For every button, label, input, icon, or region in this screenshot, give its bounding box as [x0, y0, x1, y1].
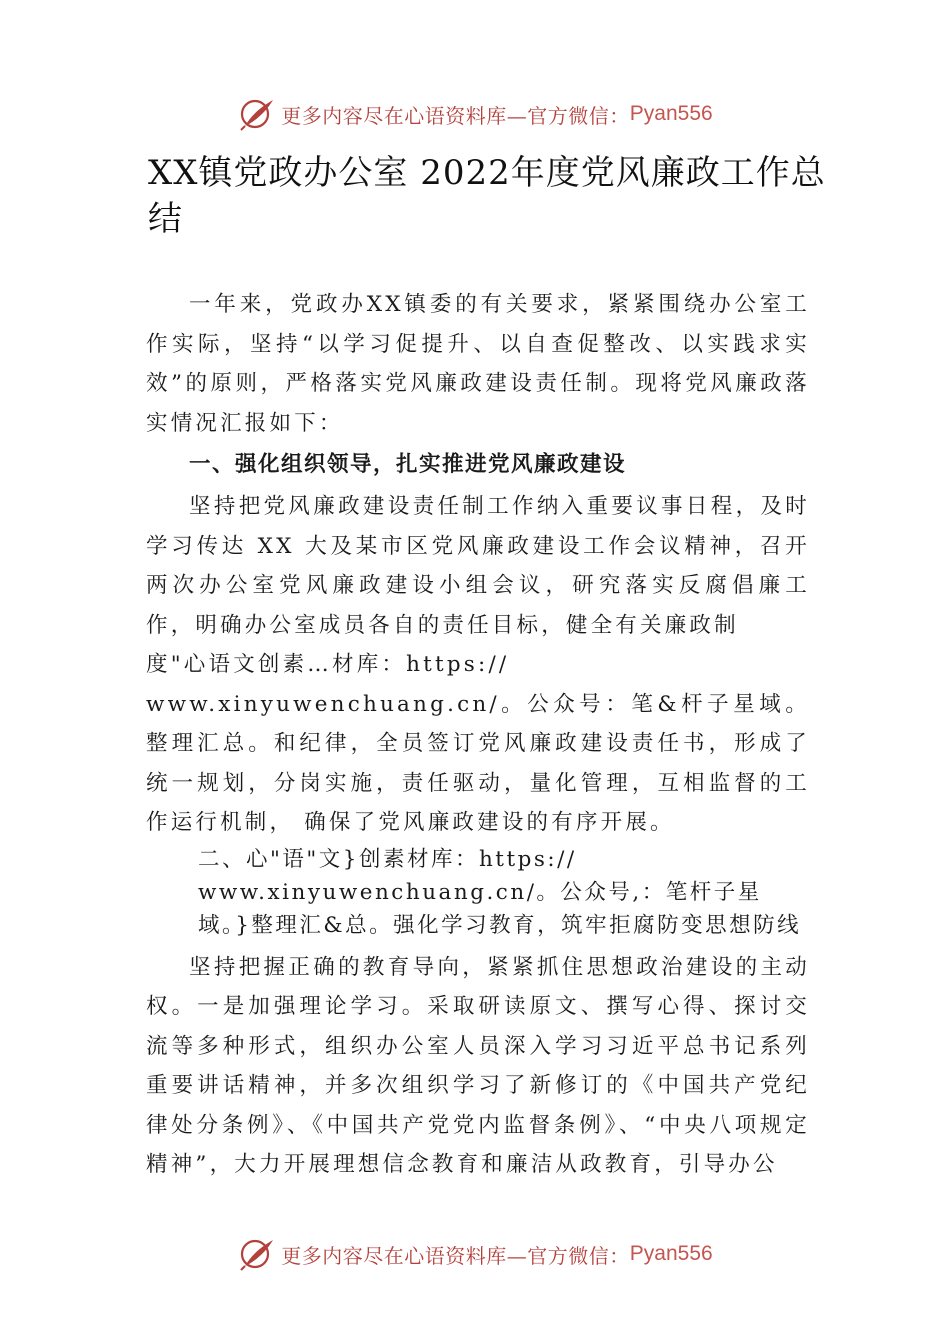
section1-paragraph-c: www.xinyuwenchuang.cn/。公众号：笔&杆子星域。整理汇总。和纪律，全员签订党风廉政建设责任书，形成了统一规划，分岗实施，责任驱动，量化管理，互相监督的工作运行机制， 确保了党风廉政建设的有序开展。 [146, 691, 810, 835]
document-body [146, 285, 810, 1185]
document-title: XX镇党政办公室 2022年度党风廉政工作总结 [148, 153, 826, 239]
section2-paragraph: 坚持把握正确的教育导向，紧紧抓住思想政治建设的主动权。一是加强理论学习。采取研读原文、撰写心得、探讨交流等多种形式，组织办公室人员深入学习习近平总书记系列重要讲话精神，并多次组织学习了新修订的《中国共产党纪律处分条例》、《中国共产党党内监督条例》、“中央八项规定精神”，大力开展理想信念教育和廉洁从政教育，引导办公 [146, 954, 810, 1177]
footer-banner [0, 1234, 950, 1274]
section1-paragraph-b: 度"心语文创素…材库：https:// [146, 652, 510, 677]
section2-heading-a: 二、心"语"文}创素材库：https:// [198, 846, 577, 872]
intro-paragraph: 一年来，党政办XX镇委的有关要求，紧紧围绕办公室工作实际，坚持“以学习促提升、以自查促整改、以实践求实效”的原则，严格落实党风廉政建设责任制。现将党风廉政落实情况汇报如下： [146, 292, 810, 436]
quill-pen-icon [237, 1236, 277, 1272]
section1-paragraph-a: 坚持把党风廉政建设责任制工作纳入重要议事日程，及时学习传达 XX 大及某市区党风廉政建设工作会议精神，召开两次办公室党风廉政建设小组会议，研究落实反腐倡廉工作，明确办公室成员各自的责任目标，健全有关廉政制 [146, 494, 810, 638]
header-banner [0, 94, 950, 134]
quill-pen-icon [237, 96, 277, 132]
section1-heading: 一、强化组织领导，扎实推进党风廉政建设 [189, 452, 627, 477]
wechat-id: Pyan556 [629, 1242, 713, 1265]
banner-text: 更多内容尽在心语资料库—官方微信： [281, 1243, 630, 1268]
section2-heading-b: www.xinyuwenchuang.cn/。公众号,：笔杆子星域。}整理汇&总。强化学习教育，筑牢拒腐防变思想防线 [198, 879, 802, 938]
wechat-id: Pyan556 [629, 102, 713, 125]
banner-text: 更多内容尽在心语资料库—官方微信： [281, 103, 630, 128]
